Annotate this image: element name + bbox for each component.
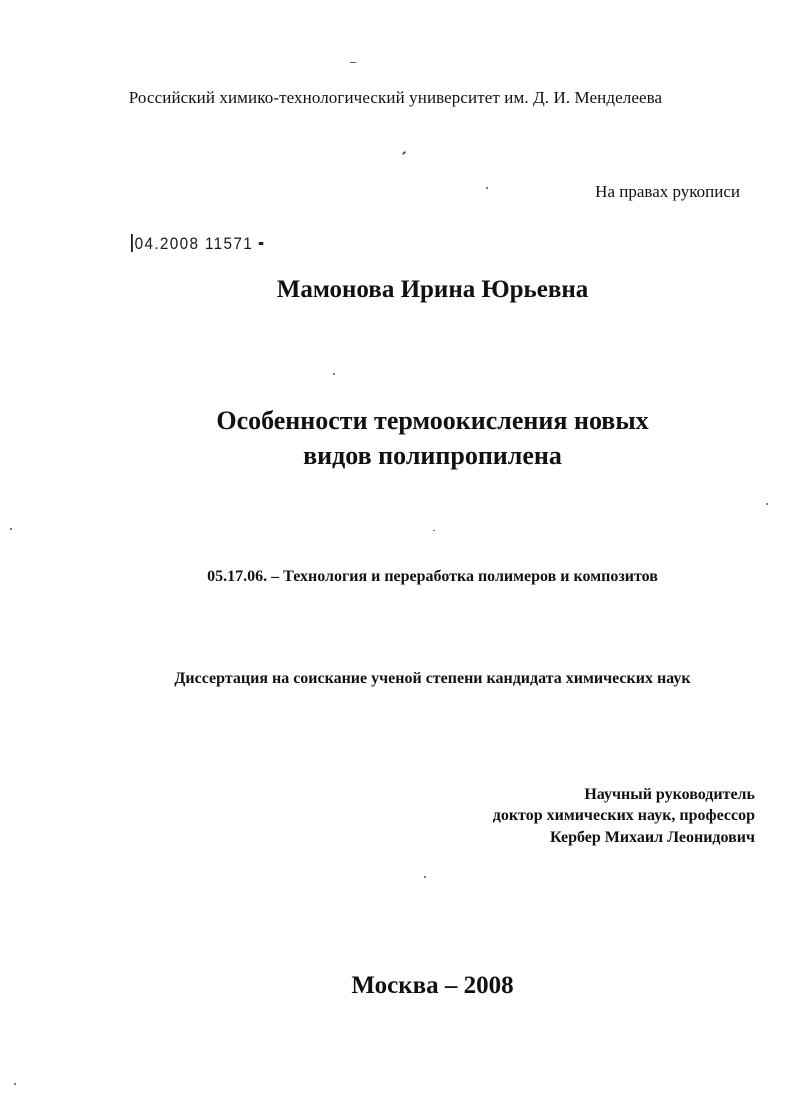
dissertation-title-line-1: Особенности термоокисления новых <box>216 406 649 435</box>
stamp-bar-mark <box>131 234 133 252</box>
specialty-code: 05.17.06. – Технология и переработка полимеров и композитов <box>207 568 658 585</box>
scan-speck <box>433 530 435 531</box>
supervisor-role: Научный руководитель <box>584 786 755 803</box>
dissertation-title-line-2: видов полипропилена <box>303 441 562 470</box>
registration-stamp <box>131 234 263 254</box>
degree-statement: Диссертация на соискание ученой степени кандидата химических наук <box>174 670 691 687</box>
stamp-dot-mark <box>259 242 264 245</box>
scan-speck <box>402 151 406 155</box>
registration-number: 04.2008 11571 <box>134 234 254 253</box>
city-year: Москва – 2008 <box>351 972 514 999</box>
author-name: Мамонова Ирина Юрьевна <box>276 276 589 303</box>
scan-speck <box>14 1083 16 1085</box>
manuscript-note: На правах рукописи <box>595 182 740 201</box>
university-name: Российский химико-технологический университет им. Д. И. Менделеева <box>128 88 663 107</box>
scan-speck <box>766 503 768 505</box>
scan-speck <box>350 62 356 63</box>
scan-speck <box>424 876 426 878</box>
scan-speck <box>486 187 488 189</box>
scan-speck <box>333 373 335 375</box>
scan-speck <box>10 528 12 530</box>
supervisor-credentials: доктор химических наук, профессор <box>492 807 755 824</box>
supervisor-name: Кербер Михаил Леонидович <box>549 829 755 846</box>
